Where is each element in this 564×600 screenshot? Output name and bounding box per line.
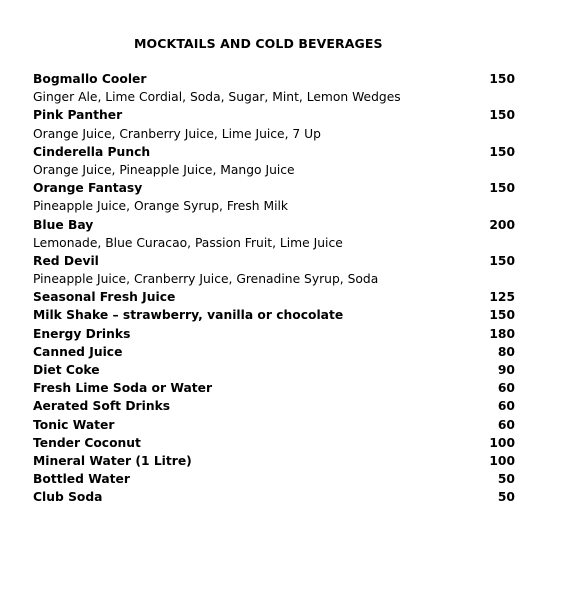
menu-item-row [33, 397, 515, 415]
menu-item-description: Pineapple Juice, Orange Syrup, Fresh Milk [33, 199, 289, 214]
menu-item-price: 80 [497, 344, 515, 359]
menu-item-price: 100 [489, 453, 515, 468]
menu-item-row [33, 452, 515, 470]
menu-item-name: Cinderella Punch [33, 144, 151, 159]
menu-item-description: Orange Juice, Pineapple Juice, Mango Juice [33, 162, 295, 177]
menu-item-name: Orange Fantasy [33, 181, 143, 196]
menu-item-description: Pineapple Juice, Cranberry Juice, Grenadine Syrup, Soda [33, 272, 379, 287]
menu-item-description: Lemonade, Blue Curacao, Passion Fruit, Lime Juice [33, 235, 343, 250]
menu-item-name: Aerated Soft Drinks [33, 399, 171, 414]
menu-item-price: 180 [489, 326, 515, 341]
menu-item-row [33, 252, 515, 270]
menu-item-row [33, 416, 515, 434]
menu-item-name: Diet Coke [33, 363, 100, 377]
menu-item-description: Ginger Ale, Lime Cordial, Soda, Sugar, Mint, Lemon Wedges [33, 90, 401, 105]
menu-item-price: 150 [489, 253, 515, 268]
menu-item-price: 150 [489, 308, 515, 323]
menu-item-price: 150 [489, 181, 515, 196]
menu-item-price: 60 [497, 417, 515, 432]
menu-item-description: Orange Juice, Cranberry Juice, Lime Juice, 7 Up [33, 126, 321, 141]
menu-item-price: 200 [489, 217, 515, 232]
menu-item-row [33, 488, 515, 506]
menu-list [33, 70, 515, 507]
menu-item-price: 125 [489, 290, 515, 305]
menu-item-price: 100 [489, 435, 515, 450]
menu-title: MOCKTAILS AND COLD BEVERAGES [134, 36, 383, 51]
menu-item-row [33, 325, 515, 343]
menu-item-name: Red Devil [33, 253, 99, 268]
menu-item-name: Bottled Water [33, 472, 130, 487]
menu-item-price: 60 [497, 381, 515, 396]
menu-item-price: 150 [489, 144, 515, 159]
menu-item-name: Bogmallo Cooler [33, 72, 147, 86]
menu-item-row [33, 434, 515, 452]
menu-item-price: 60 [497, 399, 515, 414]
menu-item-row [33, 143, 515, 161]
menu-item-row [33, 470, 515, 488]
menu-item-row [33, 379, 515, 397]
menu-item-row [33, 179, 515, 197]
menu-item-row [33, 216, 515, 234]
menu-item-name: Club Soda [33, 490, 103, 505]
menu-item-price: 50 [497, 490, 515, 505]
menu-item-name: Blue Bay [33, 217, 94, 232]
menu-item-price: 90 [497, 363, 515, 377]
menu-item-price: 150 [489, 72, 515, 86]
menu-item-name: Tender Coconut [33, 435, 141, 450]
menu-item-name: Pink Panther [33, 108, 123, 123]
menu-item-row [33, 306, 515, 324]
menu-item-name: Milk Shake – strawberry, vanilla or chocolate [33, 308, 344, 323]
menu-item-name: Fresh Lime Soda or Water [33, 381, 213, 396]
menu-item-name: Energy Drinks [33, 326, 131, 341]
menu-item-name: Seasonal Fresh Juice [33, 290, 176, 305]
menu-item-row [33, 106, 515, 124]
menu-item-name: Canned Juice [33, 344, 123, 359]
menu-item-row [33, 70, 515, 88]
menu-item-name: Tonic Water [33, 417, 115, 432]
menu-item-name: Mineral Water (1 Litre) [33, 453, 192, 468]
menu-item-row [33, 361, 515, 379]
menu-item-price: 150 [489, 108, 515, 123]
menu-item-price: 50 [497, 472, 515, 487]
menu-item-row [33, 343, 515, 361]
menu-item-row [33, 288, 515, 306]
